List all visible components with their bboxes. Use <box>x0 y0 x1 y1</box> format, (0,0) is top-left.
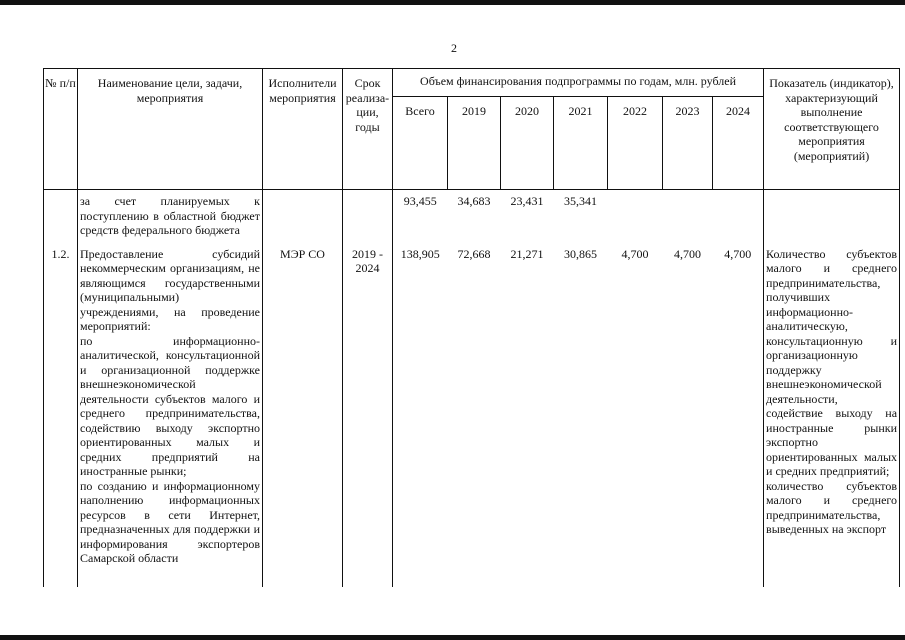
row-num: 1.2. <box>44 238 78 587</box>
row-executors <box>263 190 343 238</box>
header-year-2023: 2023 <box>663 97 713 190</box>
header-indicator: Показатель (индикатор), характеризующий выполнение соответствующего мероприятия (мероприятий) <box>764 69 900 190</box>
header-funding: Объем финансирования подпрограммы по годам, млн. рублей <box>393 69 764 97</box>
row-2023: 4,700 <box>674 246 701 261</box>
row-indicator: Количество субъектов малого и среднего предпринимательства, получивших информационно-аналитическую, консультационную и организационную поддержку внешнеэкономической деятельности, содействие выходу на иностранные рынки экспортно ориентированных малых и средних предприятий; количество субъектов малого и среднего предпринимательства, выведенных на экспорт <box>764 238 900 587</box>
bottom-border <box>0 635 905 640</box>
row-2020: 21,271 <box>510 246 544 261</box>
row-term <box>343 190 393 238</box>
row-2021: 35,341 <box>564 194 597 208</box>
table-row <box>44 238 900 587</box>
header-term: Срок реализа-ции, годы <box>343 69 393 190</box>
page-number: 2 <box>451 41 457 55</box>
row-2019: 34,683 <box>457 194 491 208</box>
top-border <box>0 0 905 5</box>
row-num <box>44 190 78 238</box>
row-name: Предоставление субсидий некоммерческим организациям, не являющимся государственными (муниципальными) учреждениями, на проведение мероприятий: по информационно-аналитической, консультационной и организационной поддержке внешнеэкономической деятельности субъектов малого и среднего предпринимательства, содействию выходу экспортно ориентированных малых и средних предприятий на иностранные рынки; по созданию и информационному наполнению информационных ресурсов в сети Интернет, предназначенных для поддержки и информирования экспортеров Самарской области <box>78 238 263 587</box>
financing-table <box>43 68 900 587</box>
header-year-2022: 2022 <box>608 97 663 190</box>
header-total: Всего <box>393 97 448 190</box>
header-year-2020: 2020 <box>501 97 554 190</box>
row-executors: МЭР СО <box>263 238 343 587</box>
row-name: за счет планируемых к поступлению в областной бюджет средств федерального бюджета <box>78 190 263 238</box>
header-name: Наименование цели, задачи, мероприятия <box>78 69 263 190</box>
table-row <box>44 190 900 238</box>
row-total: 138,905 <box>393 238 448 587</box>
row-total: 93,455 <box>393 190 448 238</box>
row-term: 2019 - 2024 <box>343 238 393 587</box>
row-2021: 30,865 <box>564 246 597 261</box>
row-2020: 23,431 <box>510 194 544 208</box>
header-year-2021: 2021 <box>554 97 608 190</box>
header-year-2024: 2024 <box>713 97 764 190</box>
row-2022: 4,700 <box>621 246 649 261</box>
row-2024: 4,700 <box>713 238 764 587</box>
row-indicator <box>764 190 900 238</box>
row-2024 <box>713 190 764 238</box>
header-num: № п/п <box>44 69 78 190</box>
header-year-2019: 2019 <box>448 97 501 190</box>
row-2023 <box>663 190 713 238</box>
row-2022 <box>608 190 663 238</box>
row-2019: 72,668 <box>457 246 491 261</box>
header-executors: Исполнители мероприятия <box>263 69 343 190</box>
